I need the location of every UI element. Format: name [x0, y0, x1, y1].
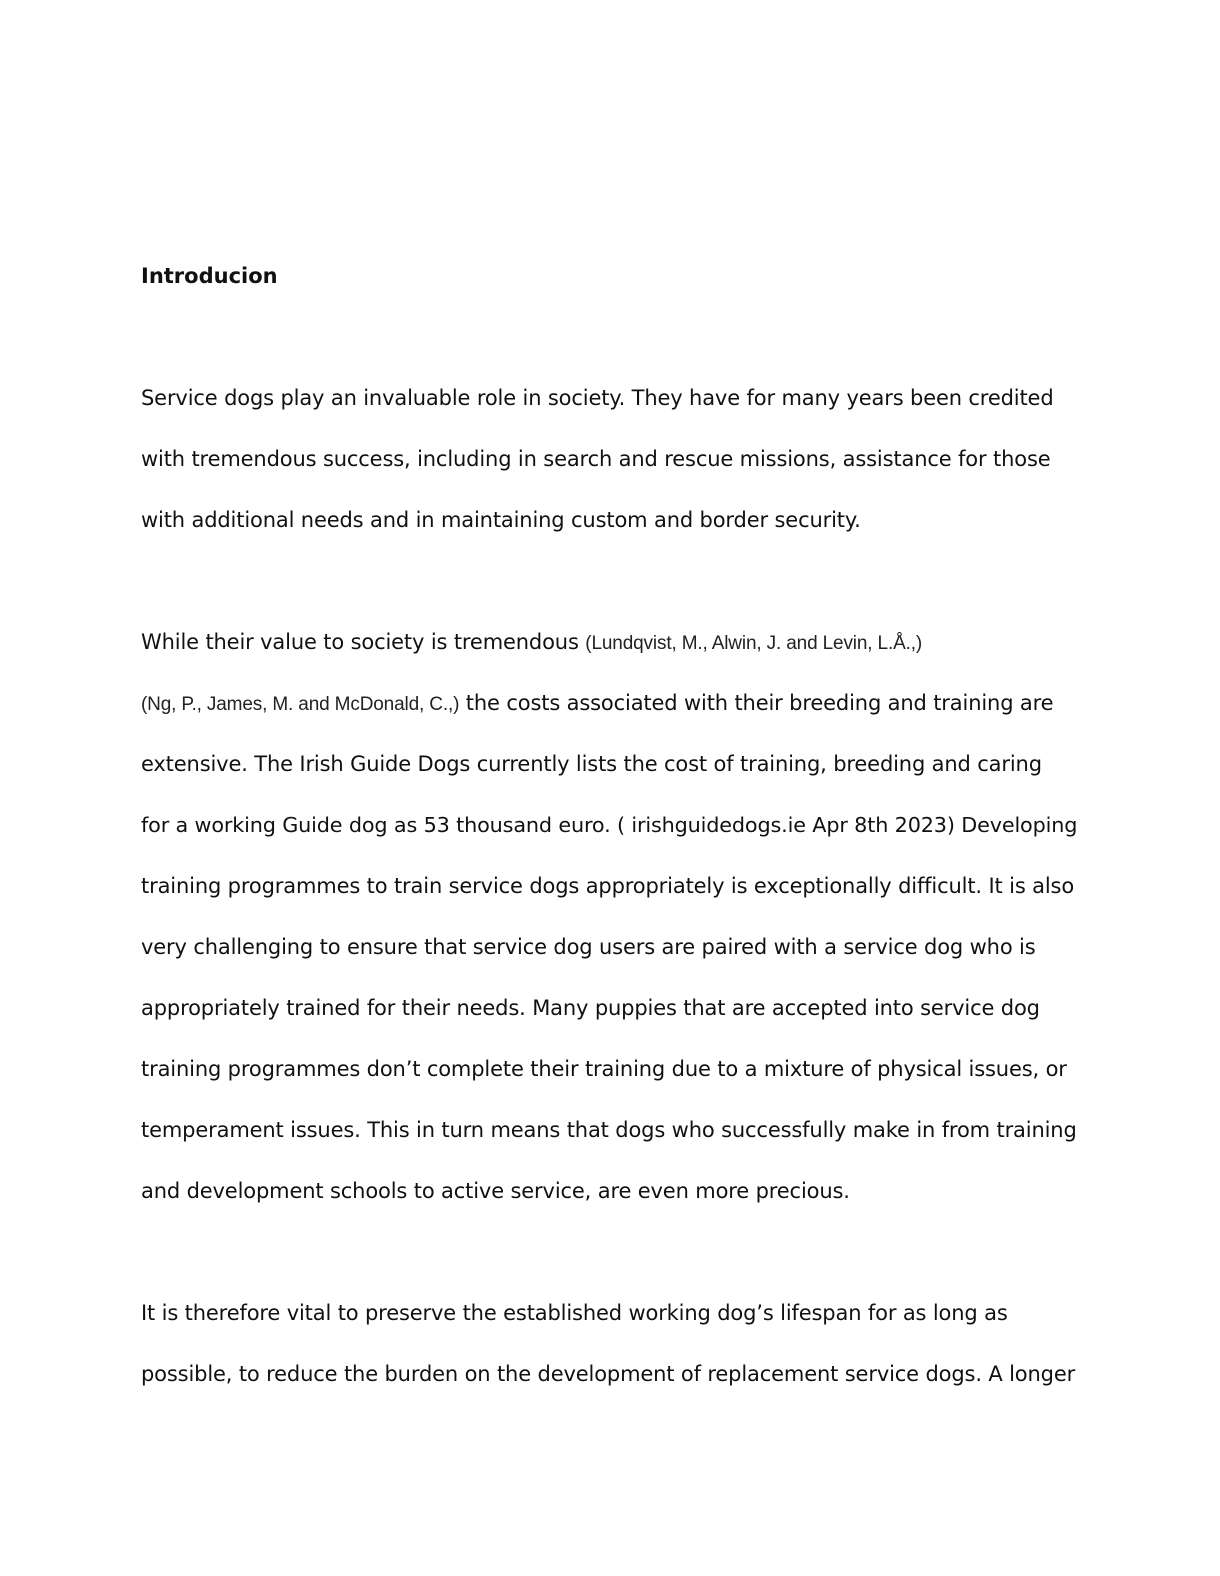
paragraph-2-line: extensive. The Irish Guide Dogs currently lists the cost of training, breeding and caring [141, 752, 1042, 776]
paragraph-2-text: While their value to society is tremendous [141, 630, 586, 654]
paragraph-1-line: with additional needs and in maintaining custom and border security. [141, 508, 861, 532]
paragraph-2-line: training programmes to train service dogs appropriately is exceptionally difficult. It is also [141, 874, 1075, 898]
paragraph-2-line [141, 628, 922, 658]
paragraph-2-line: temperament issues. This in turn means that dogs who successfully make in from training [141, 1118, 1077, 1142]
paragraph-1-line: Service dogs play an invaluable role in society. They have for many years been credited [141, 386, 1054, 410]
paragraph-1-line: with tremendous success, including in search and rescue missions, assistance for those [141, 447, 1051, 471]
paragraph-3-line: possible, to reduce the burden on the development of replacement service dogs. A longer [141, 1362, 1076, 1386]
paragraph-2-line: very challenging to ensure that service dog users are paired with a service dog who is [141, 935, 1036, 959]
paragraph-2-line: and development schools to active service, are even more precious. [141, 1179, 850, 1203]
paragraph-2-line: training programmes don’t complete their training due to a mixture of physical issues, or [141, 1057, 1067, 1081]
paragraph-2-line: for a working Guide dog as 53 thousand euro. ( irishguidedogs.ie Apr 8th 2023) Developing [141, 813, 1078, 837]
paragraph-2-text: the costs associated with their breeding and training are [459, 691, 1054, 715]
paragraph-2-line [141, 689, 1053, 719]
paragraph-3-line: It is therefore vital to preserve the established working dog’s lifespan for as long as [141, 1301, 1008, 1325]
paragraph-2-line: appropriately trained for their needs. Many puppies that are accepted into service dog [141, 996, 1040, 1020]
citation: (Lundqvist, M., Alwin, J. and Levin, L.Å.,) [585, 633, 923, 654]
citation: (Ng, P., James, M. and McDonald, C.,) [141, 694, 460, 715]
section-heading: Introducion [141, 264, 278, 288]
